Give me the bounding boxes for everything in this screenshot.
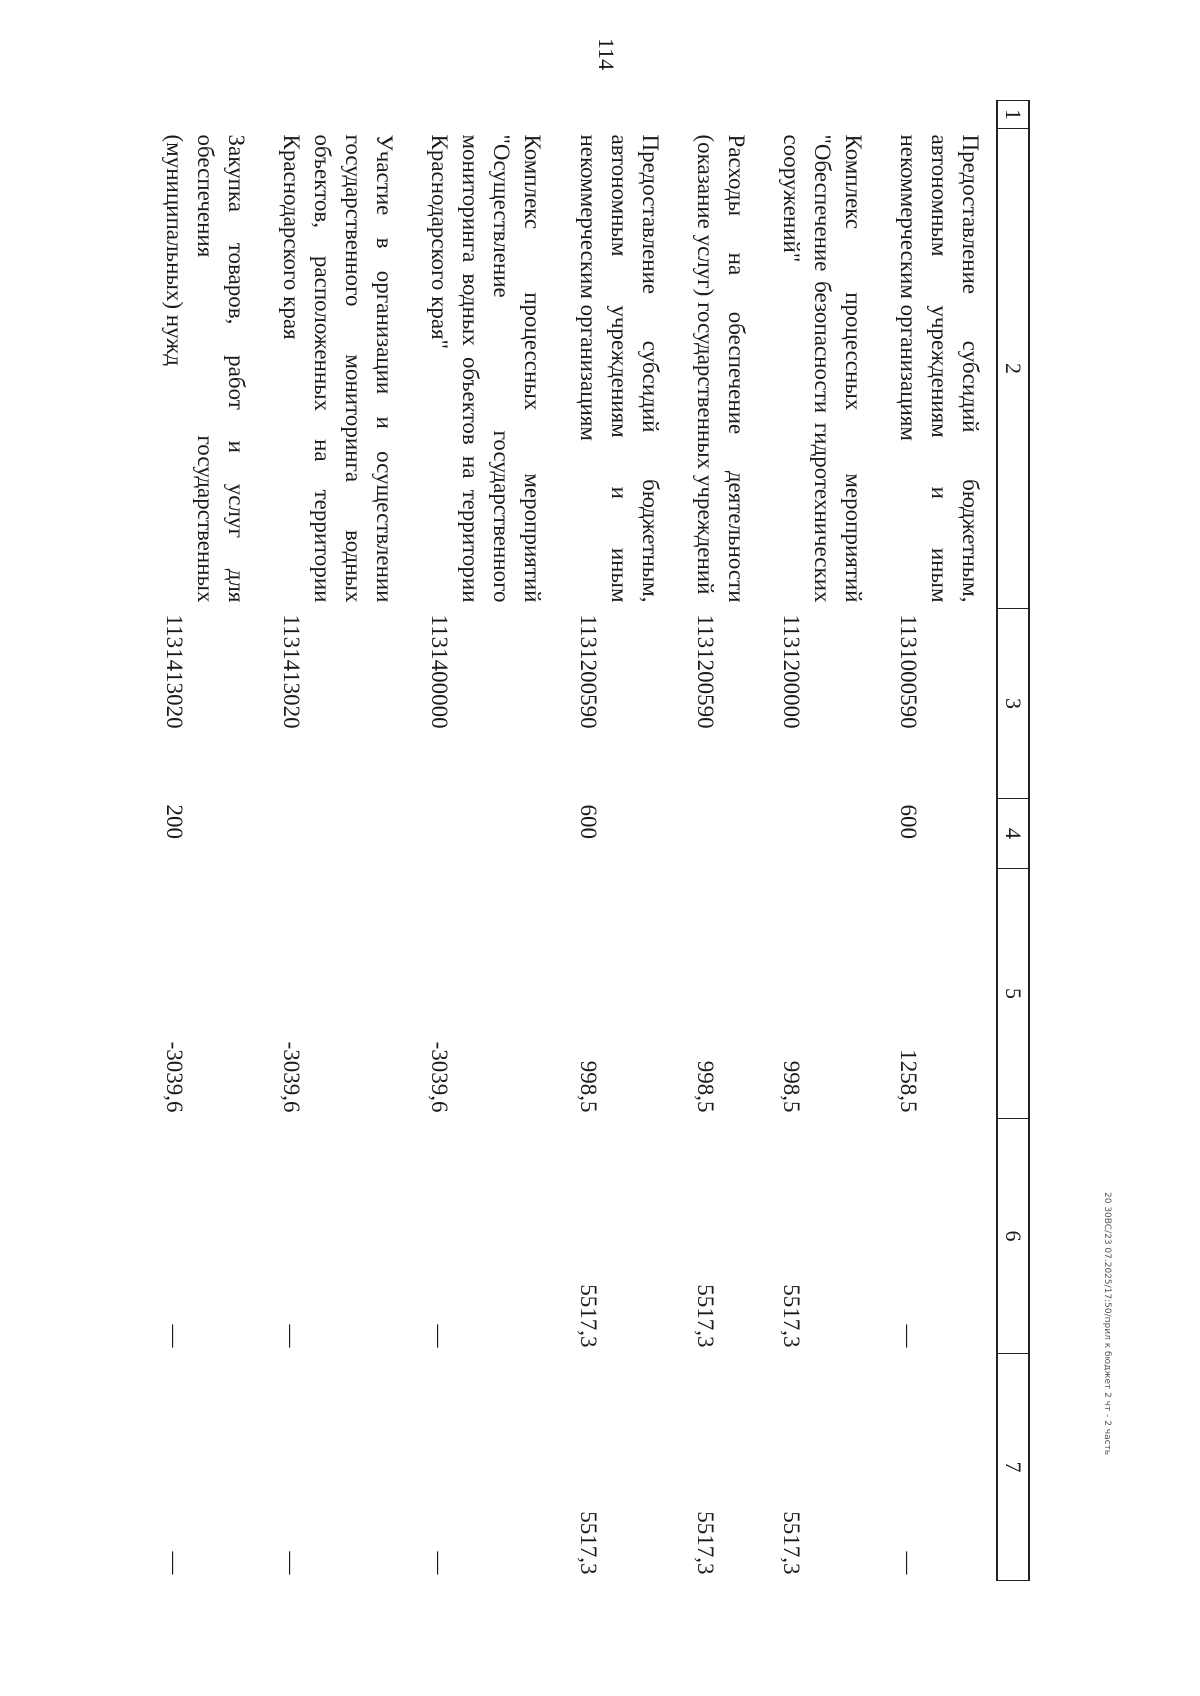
row-name: Расходы на обеспечение деятельности (оказание услуг) государственных учреждений	[692, 134, 749, 603]
row-col1	[762, 101, 879, 129]
row-col7: —	[162, 1551, 188, 1575]
row-code: 1131413020	[162, 614, 188, 729]
row-col6: —	[895, 1324, 921, 1348]
table-row	[145, 101, 262, 1581]
table-body	[145, 101, 997, 1581]
row-col5: 998,5	[692, 1060, 718, 1113]
row-vr	[262, 799, 410, 869]
row-vr: 600	[575, 804, 601, 839]
table-row	[762, 101, 879, 1581]
row-vr	[410, 799, 558, 869]
row-col7: —	[895, 1551, 921, 1575]
rotated-table-container	[162, 100, 1030, 1580]
row-col6: 5517,3	[778, 1284, 804, 1348]
row-col1	[145, 101, 262, 129]
row-vr	[762, 799, 879, 869]
row-vr: 200	[162, 804, 188, 839]
row-code: 1131200590	[575, 614, 601, 729]
table-row	[558, 101, 675, 1581]
row-col7: —	[279, 1551, 305, 1575]
column-header-2: 2	[997, 129, 1029, 609]
row-col1	[262, 101, 410, 129]
row-col5: -3039,6	[162, 1041, 188, 1113]
row-col1	[410, 101, 558, 129]
row-vr: 600	[895, 804, 921, 839]
row-col6: —	[427, 1324, 453, 1348]
row-name: Участие в организации и осуществлении государственного мониторинга водных объектов, расположенных на территории Краснодарского края	[279, 134, 398, 603]
column-header-3: 3	[997, 609, 1029, 799]
column-header-5: 5	[997, 869, 1029, 1119]
row-name: Закупка товаров, работ и услуг для обеспечения государственных (муниципальных) нужд	[162, 134, 250, 603]
column-header-4: 4	[997, 799, 1029, 869]
row-col7: —	[427, 1551, 453, 1575]
row-col1	[558, 101, 675, 129]
row-col5: -3039,6	[279, 1041, 305, 1113]
table-row	[262, 101, 410, 1581]
footer-stamp: 20 30BC/23 07.2025/17:50/прил к бюджет 2 чт - 2 часть	[1102, 1192, 1112, 1456]
row-code: 1131200000	[778, 614, 804, 729]
row-name: Предоставление субсидий бюджетным, автономным учреждениям и иным некоммерческим организациям	[575, 134, 663, 603]
row-name: Комплекс процессных мероприятий "Обеспечение безопасности гидротехнических сооружений"	[778, 134, 866, 603]
row-col5: -3039,6	[427, 1041, 453, 1113]
row-col6: 5517,3	[575, 1284, 601, 1348]
table-row	[676, 101, 762, 1581]
table-row	[879, 101, 997, 1581]
row-code: 1131400000	[427, 614, 453, 729]
row-col5: 998,5	[778, 1060, 804, 1113]
row-col5: 1258,5	[895, 1049, 921, 1113]
row-col1	[676, 101, 762, 129]
column-header-6: 6	[997, 1119, 1029, 1354]
row-name: Комплекс процессных мероприятий "Осуществление государственного мониторинга водных объектов на территории Краснодарского края"	[427, 134, 546, 603]
row-col7: 5517,3	[692, 1511, 718, 1575]
row-col6: —	[279, 1324, 305, 1348]
row-col6: 5517,3	[692, 1284, 718, 1348]
row-col7: 5517,3	[778, 1511, 804, 1575]
row-name: Предоставление субсидий бюджетным, автономным учреждениям и иным некоммерческим организациям	[895, 134, 983, 603]
row-code: 1131200590	[692, 614, 718, 729]
header-row	[997, 101, 1029, 1581]
row-code: 1131413020	[279, 614, 305, 729]
table-row	[410, 101, 558, 1581]
row-col5: 998,5	[575, 1060, 601, 1113]
row-col1	[879, 101, 997, 129]
page-number: 114	[594, 37, 619, 71]
column-header-1: 1	[997, 101, 1029, 129]
table-header	[997, 101, 1029, 1581]
row-vr	[676, 799, 762, 869]
row-code: 1131000590	[895, 614, 921, 729]
budget-table	[145, 100, 1030, 1581]
column-header-7: 7	[997, 1354, 1029, 1581]
row-col7: 5517,3	[575, 1511, 601, 1575]
row-col6: —	[162, 1324, 188, 1348]
